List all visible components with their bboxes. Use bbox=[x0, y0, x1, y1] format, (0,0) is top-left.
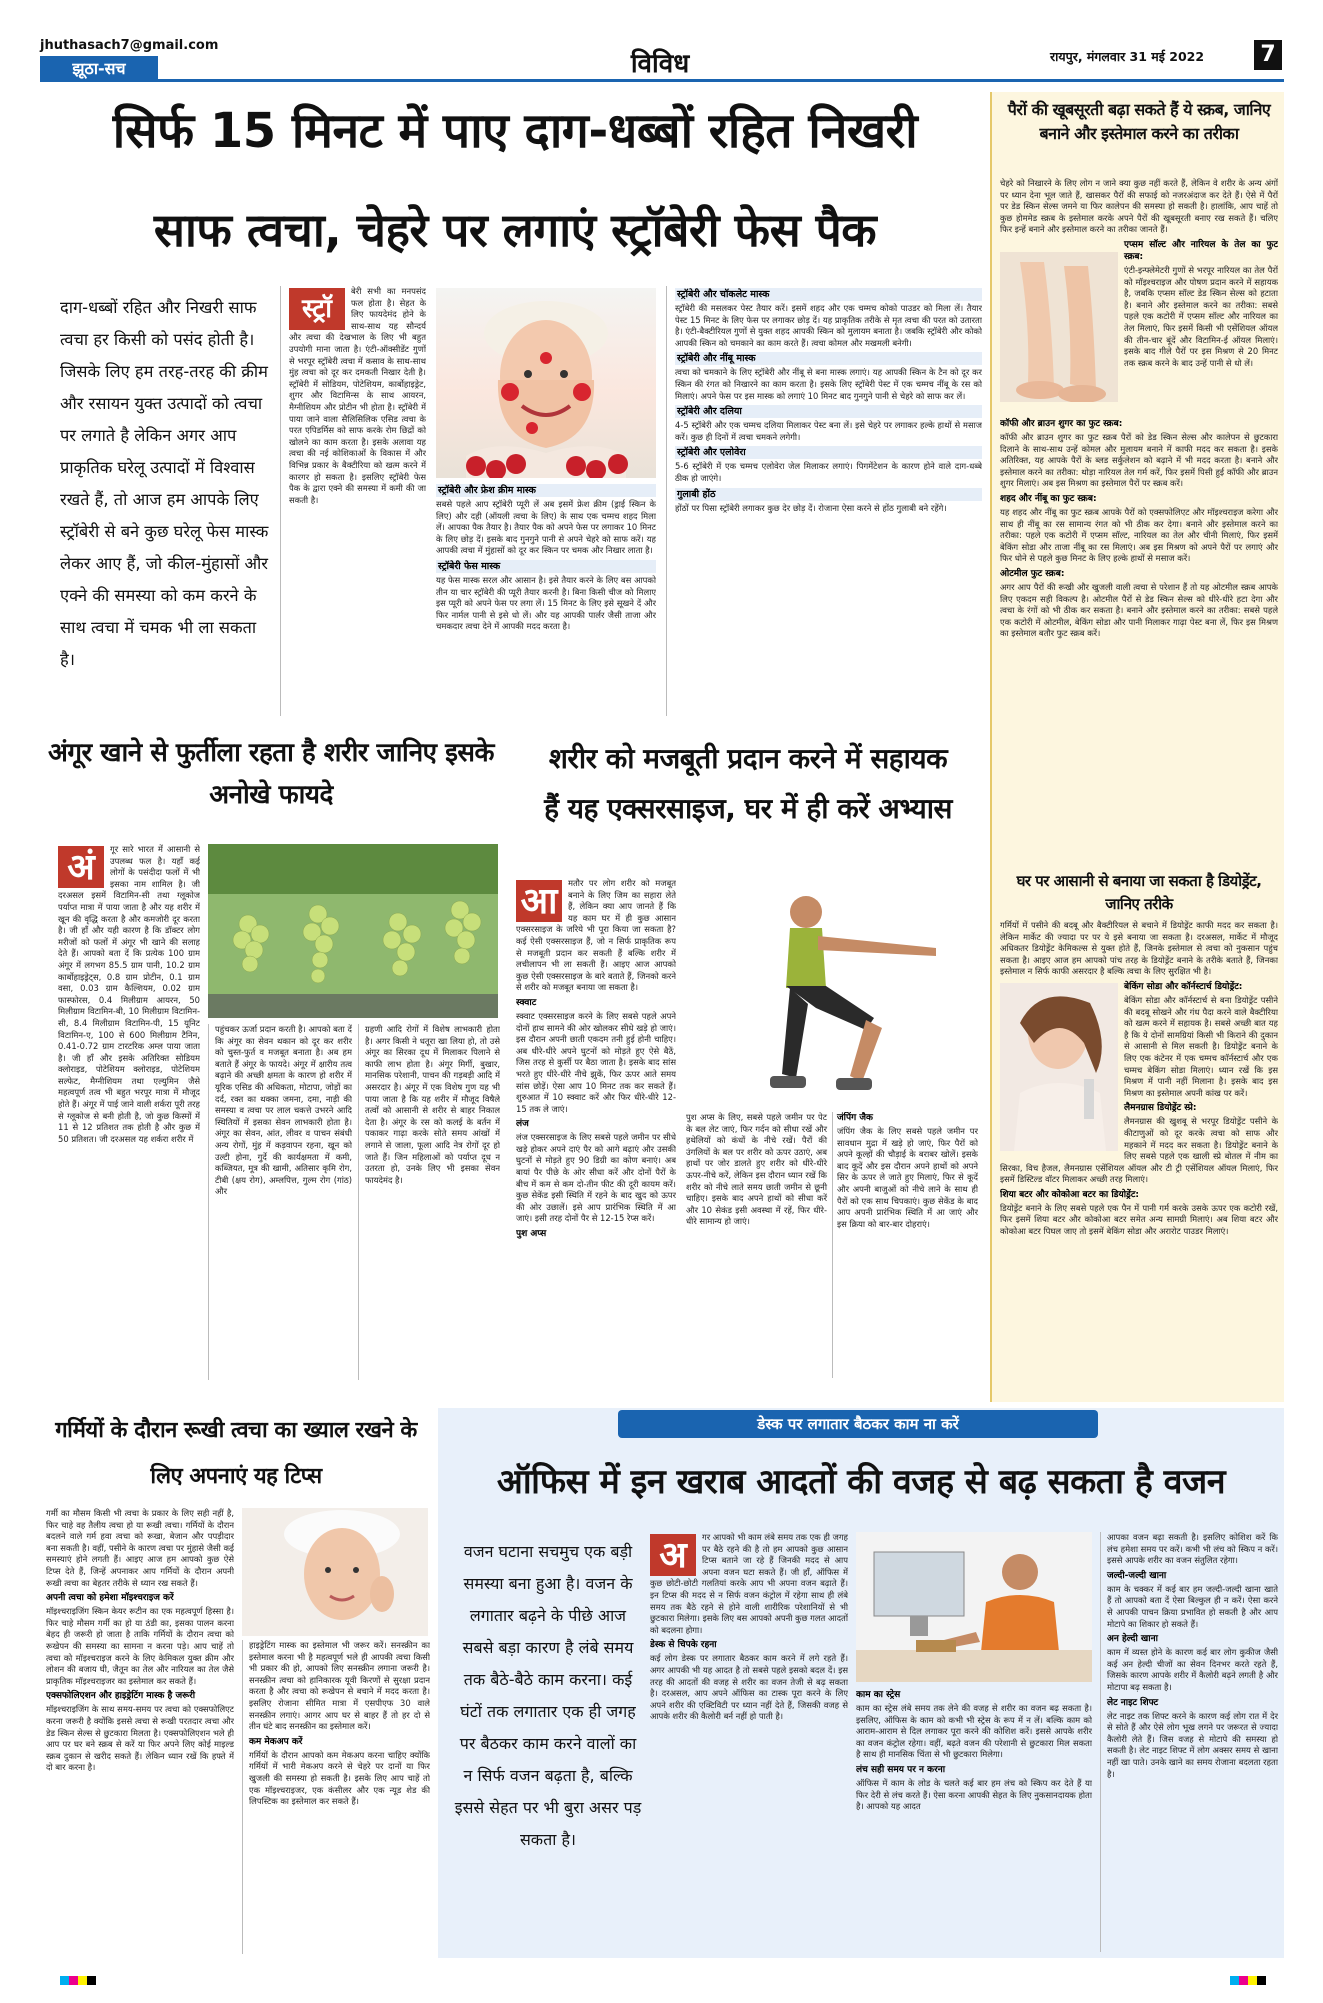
grapes-col-2 bbox=[208, 1024, 352, 1380]
exercise-txt-1: स्क्वाट एक्सरसाइज करने के लिए सबसे पहले अपने दोनों हाथ सामने की ओर खोलकर सीधे खड़े हो जाएं। इस दौरान अपनी छाती एकदम तनी हुई होनी चाहिए। अब धीरे-धीरे अपने घुटनों को मोड़ते हुए ऐसे बैठें, जिस तरह से कुर्सी पर बैठा जाता है। इसके बाद सांस भरते हुए धीरे-धीरे नीचे झुकें, फिर ऊपर आते समय सांस छोड़ें। ऐसा आप 10 मिनट तक कर सकते हैं। शुरुआत में 10 स्क्वाट करें और फिर धीरे-धीरे 12-15 तक ले जाएं। bbox=[516, 1010, 676, 1114]
dryskin-sub-1: अपनी त्वचा को हमेशा मॉइश्चराइज करें bbox=[46, 1593, 174, 1604]
dryskin-colB-text: हाइड्रेटिंग मास्क का इस्तेमाल भी जरूर करें। सनस्क्रीन का इस्तेमाल करना भी है महत्वपूर्ण भले ही आपकी त्वचा किसी भी प्रकार की हो, आपको लिए सनस्क्रीन लगाना जरूरी है। सनस्क्रीन त्वचा को हानिकारक यूवी किरणों से सुरक्षा प्रदान करता है और त्वचा को रूखेपन से बचाने में मदद करता है। इसलिए रोजाना सीमित मात्रा में एसपीएफ 30 वाले सनस्क्रीन लगाएं। आगर आप घर से बाहर हैं तो हर दो से तीन घंटे बाद सनस्क्रीन का इस्तेमाल करें। bbox=[249, 1640, 430, 1732]
dryskin-col-a bbox=[46, 1508, 234, 1954]
office-banner bbox=[618, 1410, 1098, 1438]
office-lead: वजन घटाना सचमुच एक बड़ी समस्या बना हुआ है। वजन के लगातार बढ़ने के पीछे आज सबसे बड़ा कारण है लंबे समय तक बैठे-बैठे काम करना। कई घंटों तक लगातार एक ही जगह पर बैठकर काम करने वालों का न सिर्फ वजन बढ़ता है, बल्कि इससे सेहत पर भी बुरा असर पड़ सकता है। bbox=[454, 1542, 642, 1849]
strawberry-txt-6: 5-6 स्ट्रॉबेरी में एक चम्मच एलोवेरा जेल मिलाकर लगाएं। पिगमेंटेशन के कारण होने वाले दाग-धब्बे ठीक हो जाएंगे। bbox=[675, 461, 982, 483]
masthead-rule bbox=[158, 79, 1284, 82]
exercise-sub-4: जंपिंग जैक bbox=[837, 1113, 873, 1123]
office-banner-text: डेस्क पर लगातार बैठकर काम ना करें bbox=[757, 1415, 959, 1433]
paper-name-tab bbox=[40, 56, 158, 82]
paper-name: झूठा-सच bbox=[72, 59, 126, 78]
strawberry-txt-2: यह फेस मास्क सरल और आसान है। इसे तैयार करने के लिए बस आपको तीन या चार स्ट्रॉबेरी की प्यूरी तैयार करनी है। बिना किसी चीज को मिलाए इस प्यूरी को अपने फेस पर लगा लें। 15 मिनट के लिए इसे सूखने दें और फिर नार्मल पानी से इसे धो लें। और यह आपकी पार्लर जैसी ताजा और चमकदार त्वचा देने में आपकी मदद करता है। bbox=[436, 574, 656, 632]
grapes-col-3 bbox=[358, 1024, 500, 1380]
strawberry-sub-3: स्ट्रॉबेरी और चॉकलेट मास्क bbox=[675, 288, 982, 301]
masthead bbox=[0, 0, 1323, 84]
grapes-col2-text: पहुंचकर ऊर्जा प्रदान करती है। आपको बता दें कि अंगूर का सेवन थकान को दूर कर शरीर को चुस्त-फुर्त व मजबूत बनाता है। अब हम बताते हैं अंगूर के फायदे। अंगूर में क्षारीय तत्व बढ़ाने की अच्छी क्षमता के कारण हो शरीर में यूरिक एसिड की अधिकता, मोटापा, जोड़ों का दर्द, रक्त का थक्का जमना, दमा, नाड़ी की समस्या व त्वचा पर लाल चकत्ते उभरने आदि स्थितियों में इसका सेवन लाभकारी होता है। अंगूर का सेवन, आंत, लीवर व पाचन संबंधी अन्य रोगों, मुंह में कड़वापन रहना, खून को उल्टी होना, गुर्दे की कार्यक्षमता में कमी, कब्जियत, मूत्र की खामी, अतिसार कृमि रोग, टीबी (क्षय रोग), अम्लपित्त, गुल्म रोग (गांठ) और bbox=[215, 1024, 352, 1197]
strawberry-lead: दाग-धब्बों रहित और निखरी साफ त्वचा हर किसी को पसंद होती है। जिसके लिए हम तरह-तरह की क्रीम और रसायन युक्त उत्पादों को त्वचा पर लगाते है लेकिन अगर आप प्राकृतिक घरेलू उत्पादों में विश्वास रखते हैं, तो आज हम आपके लिए स्ट्रॉबेरी से बने कुछ घरेलू फेस मास्क लेकर आए हैं, जो कील-मुंहासों और एक्ने की समस्या को कम करने के साथ त्वचा में चमक भी ला सकता है। bbox=[60, 298, 269, 669]
feet-sub-4: ओटमील फुट स्क्रब: bbox=[1000, 568, 1065, 579]
grapes-article bbox=[40, 732, 502, 1392]
deodorant-sub-2: लैमनग्रास डियोड्रेंट स्प्रे: bbox=[1124, 1103, 1197, 1114]
office-photo bbox=[856, 1532, 1092, 1682]
deodorant-txt-2: लैमनग्रास की खुशबू से भरपूर डियोड्रेंट पसीने के कीटाणुओं को दूर करके त्वचा को साफ और महकाने में मदद कर सकता है। डियोड्रेंट बनाने के लिए सबसे पहले एक खाली स्प्रे बोतल में नीम का सिरका, विच हैजल, लैमनग्रास एसेंशियल ऑयल और टी ट्री एसेंशियल ऑयल मिलाएं, फिर इसमें डिस्टिल्ड वॉटर मिलाकर अच्छी तरह मिलाएं। bbox=[1000, 1116, 1278, 1185]
exercise-headline-2: हैं यह एक्सरसाइज, घर में ही करें अभ्यास bbox=[544, 792, 952, 825]
office-txt-2: काम का स्ट्रेस लंबे समय तक लेने की वजह से शरीर का वजन बढ़ सकता है। इसलिए, ऑफिस के काम को कभी भी स्ट्रेस के रूप में न लें। बल्कि काम को आराम-आराम से दिल लगाकर पूरा करने की कोशिश करें। इससे आपके शरीर का वजन कंट्रोल रहेगा। वहीं, बढ़ते वजन की परेशानी से छुटकारा मिल सकता है साथ ही मानसिक चिंता से भी छुटकारा मिलेगा। bbox=[856, 1703, 1092, 1760]
strawberry-col-2 bbox=[436, 482, 656, 718]
office-sub-2: काम का स्ट्रेस bbox=[856, 1690, 901, 1700]
office-sub-4: जल्दी-जल्दी खाना bbox=[1107, 1570, 1167, 1581]
deodorant-intro: गर्मियों में पसीने की बदबू और बैक्टीरियल से बचाने में डियोड्रेंट काफी मदद कर सकता है। लेकिन मार्केट की ज्यादा पर पर ये इसे बनाया जा सकता है। दरअसल, मार्केट में मौजूद अधिकतर डियोड्रेंट केमिकल्स से युक्त होते हैं, जिनके इस्तेमाल से त्वचा को नुकसान पहुंच सकता है। आइए आज हम आपको पांच तरह के डियोड्रेंट बनाने के तरीके बताते हैं, जिनका इस्तेमाल न सिर्फ काफी असरदार है बल्कि त्वचा के लिए सुरक्षित भी है। bbox=[1000, 920, 1278, 977]
dryskin-intro: गर्मी का मौसम किसी भी त्वचा के प्रकार के लिए सही नहीं है, फिर चाहे वह तैलीय त्वचा हो या रूखी त्वचा। गर्मियों के दौरान बदलने वाले गर्म हवा त्वचा को रूखा, बेजान और पपड़ीदार बना सकती है। वहीं, पसीने के कारण त्वचा पर मुंहासे जैसी कई समस्याएं होने लगती हैं। आइए आज हम आपको कुछ ऐसे टिप्स देते हैं, जिन्हें अपनाकर आप गर्मियों के दौरान अपनी रूखी त्वचा का बेहतर तरीके से ध्यान रख सकते हैं। bbox=[46, 1508, 234, 1588]
strawberry-sub-4: स्ट्रॉबेरी और नींबू मास्क bbox=[675, 352, 982, 365]
dryskin-headline: गर्मियों के दौरान रूखी त्वचा का ख्याल रखने के लिए अपनाएं यह टिप्स bbox=[55, 1418, 417, 1489]
feet-txt-2: कॉफी और ब्राउन शुगर का फुट स्क्रब पैरों को डेड स्किन सेल्स और कालेपन से छुटकारा दिलाने के साथ-साथ उन्हें कोमल और मुलायम बनाने में काफी मदद कर सकता है। इसके अतिरिक्त, यह आपके पैरों के ब्लड सर्कुलेशन को बढ़ाने में भी मदद करता है। बनाने और इस्तेमाल करने का तरीका: थोड़ा नारियल तेल गर्म करें, फिर इसमें पिसी हुई कॉफी और ब्राउन शुगर मिलाएं। अब इस मिश्रण का इस्तेमाल पैरों पर स्क्रब करें। bbox=[1000, 431, 1278, 489]
exercise-col-b2 bbox=[686, 1112, 978, 1378]
strawberry-sub-6: स्ट्रॉबेरी और एलोवेरा bbox=[675, 446, 982, 459]
office-txt-3: ऑफिस में काम के लोड के चलते कई बार हम लंच को स्किप कर देते हैं या फिर देरी से लंच करते हैं। ऐसा करना आपकी सेहत के लिए नुकसानदायक होता है। आपको यह आदत bbox=[856, 1777, 1092, 1812]
dryskin-txt-1: मॉइश्चराइजिंग स्किन केयर रूटीन का एक महत्वपूर्ण हिस्सा है। फिर चाहे मौसम गर्मी का हो या ठंडी का, इसका पालन करना बेहद ही जरूरी हो जाता है ताकि गर्मियों के दौरान त्वचा को रूखेपन की समस्या का सामना न करना पड़े। आप चाहें तो त्वचा को मॉइश्चराइज करने के लिए केमिकल युक्त क्रीम और लोशन की बजाय घी, जैतून का तेल और नारियल का तेल जैसे प्राकृतिक मॉइश्चराइजर का इस्तेमाल कर सकते हैं। bbox=[46, 1606, 234, 1686]
grapes-col1-text: गूर सारे भारत में आसानी से उपलब्ध फल है। यहाँ कई लोगों के पसंदीदा फलों में भी इसका नाम शामिल है। जी दरअसल इसमें विटामिन-सी तथा ग्लूकोज पर्याप्त मात्रा में पाया जाता है और यह शरीर में खून की वृद्धि करता है और कमजोरी दूर करता है। जी हाँ और यही कारण है कि डॉक्टर लोग मरीजों को फलों में अंगूर भी खाने की सलाह देते हैं। आपको बता दें कि प्रत्येक 100 ग्राम अंगूर में लगभग 85.5 ग्राम पानी, 10.2 ग्राम कार्बोहाइड्रेट्स, 0.8 ग्राम प्रोटीन, 0.1 ग्राम वसा, 0.03 ग्राम कैल्शियम, 0.02 ग्राम फास्फोरस, 0.4 मिलीग्राम आयरन, 50 मिलीग्राम विटामिन-बी, 10 मिलीग्राम विटामिन-सी, 8.4 मिलीग्राम विटामिन-पी, 15 यूनिट विटामिन-ए, 100 से 600 मिलीग्राम टैनिन, 0.41-0.72 ग्राम टारटरिक अम्ल पाया जाता है। जी हाँ और इसके अतिरिक्त सोडियम क्लोराइड, पोटेशियम क्लोराइड, पोटेशियम सल्फेट, मैग्नीशियम तथा एल्युमिन जैसे महत्वपूर्ण तत्व भी बहुत भरपूर मात्रा में मौजूद होते हैं। अंगूर में पाई जाने वाली शर्करा पूरी तरह से ग्लूकोज से बनी होती है, जो कुछ किस्मों में 11 से 12 प्रतिशत तक होती है और कुछ में 50 प्रतिशत। जी दरअसल यह शर्करा शरीर में bbox=[58, 844, 200, 1144]
strawberry-article bbox=[40, 92, 990, 720]
strawberry-headline-1: सिर्फ 15 मिनट में पाए दाग-धब्बों रहित निखरी bbox=[112, 103, 918, 159]
office-col-1 bbox=[650, 1532, 848, 1952]
strawberry-sub-5: स्ट्रॉबेरी और दलिया bbox=[675, 405, 982, 418]
deodorant-sub-1: बेकिंग सोडा और कॉर्नस्टार्च डियोड्रेंट: bbox=[1124, 981, 1243, 992]
registration-marks-right bbox=[1230, 1976, 1266, 1985]
feet-sub-2: कॉफी और ब्राउन शुगर का फुट स्क्रब: bbox=[1000, 418, 1123, 429]
office-sub-3: लंच सही समय पर न करना bbox=[856, 1764, 946, 1775]
exercise-colB-text: पुश अप्स के लिए, सबसे पहले जमीन पर पेट के बल लेट जाएं, फिर गर्दन को सीधा रखें और हथेलियों को कंधों के नीचे रखें। पैरों की उंगलियों के बल पर शरीर को ऊपर उठाएं, अब हाथों पर जोर डालते हुए शरीर को धीरे-धीरे ऊपर-नीचे करें, लेकिन इस दौरान ध्यान रखें कि शरीर को नीचे लाते समय छाती जमीन से छूनी चाहिए। इसके बाद अपने हाथों को सीधा करें और 10 सेकंड इसी अवस्था में रहें, फिर धीरे-धीरे सामान्य हो जाएं। bbox=[686, 1112, 827, 1227]
feet-txt-4: अगर आप पैरों की रूखी और खुजली वाली त्वचा से परेशान हैं तो यह ओटमील स्क्रब आपके लिए एकदम सही विकल्प है। ओटमील पैरों से डेड स्किन सेल्स को धीरे-धीरे हटा देगा और त्वचा के रंगों को भी ठीक कर सकता है। बनाने और इस्तेमाल करने का तरीका: सबसे पहले एक कटोरी में ओटमील, बेकिंग सोडा और पानी मिलाकर गाढ़ा पेस्ट बना लें, फिर इस मिश्रण का इस्तेमाल बतौर फुट स्क्रब करें। bbox=[1000, 581, 1278, 639]
grapes-col3-text: ग्रहणी आदि रोगों में विशेष लाभकारी होता है। अगर किसी ने धतूरा खा लिया हो, तो उसे अंगूर का सिरका दूध में मिलाकर पिलाने से काफी लाभ होता है। अंगूर मिर्गी, बुखार, मानसिक परेशानी, पाचन की गड़बड़ी आदि में असरदार है। अंगूर में एक विशेष गुण यह भी पाया जाता है कि यह शरीर में मौजूद विषैले तत्वों को आसानी से शरीर से बाहर निकाल देता है। अंगूर के रस को कलई के बर्तन में पकाकर गाढ़ा करके सोते समय आंखों में लगाने से जाला, फूला आदि नेत्र रोगों दूर हो जाते हैं। जिन महिलाओं को पर्याप्त दूध न उतरता हो, उनके लिए भी इसका सेवन फायदेमंद है। bbox=[365, 1024, 500, 1185]
feet-body bbox=[1000, 178, 1278, 868]
office-article bbox=[438, 1408, 1284, 1958]
grapes-photo bbox=[208, 844, 498, 1018]
feet-txt-3: यह शहद और नींबू का फुट स्क्रब आपके पैरों को एक्सफोलिएट और मॉइश्चराइज करेगा और साथ ही नींबू का रस सामान्य रंगत को भी ठीक कर देगा। बनाने और इस्तेमाल करने का तरीका: पहले एक कटोरी में एप्सम सॉल्ट, नारियल का तेल और चीनी मिलाएं, फिर इसमें बेकिंग सोडा और ताजा नींबू का रस मिलाएं। अब इस मिश्रण को अपने पैरों पर लगाएं और फिर धोने से पहले कुछ मिनट के लिए हल्के हाथों से मसाज करें। bbox=[1000, 506, 1278, 564]
dryskin-txt-2: मॉइश्चराइजिंग के साथ समय-समय पर त्वचा को एक्सफोलिएट करना जरूरी है क्योंकि इससे त्वचा से रूखी परतदार त्वचा और डेड स्किन सेल्स से छुटकारा मिलता है। एक्सफोलिएशन भले ही आप पर घर बने स्क्रब से करें या फिर अपने लिए कोई माइल्ड स्क्रब दुकान से खरीद सकते हैं। लेकिन ध्यान रखें कि हफ्ते में दो बार करना है। bbox=[46, 1704, 234, 1773]
strawberry-txt-7: होंठों पर पिसा स्ट्रॉबेरी लगाकर कुछ देर छोड़ दें। रोजाना ऐसा करने से होंठ गुलाबी बने रहेंगे। bbox=[675, 502, 947, 513]
strawberry-txt-3: स्ट्रॉबेरी की मसलकर पेस्ट तैयार करें। इसमें शहद और एक चम्मच कोको पाउडर को मिला लें। तैयार पेस्ट 15 मिनट के लिए फेस पर लगाकर छोड़ दें। यह प्राकृतिक तरीके से मृत त्वचा की परत को उतारता है। एंटी-बैक्टीरियल गुणों से युक्त शहद आपकी स्किन को मुलायम बनाता है। जबकि स्ट्रॉबेरी और कोको आपकी स्किन को चमकाने का काम करते हैं। त्वचा कोमल और मखमली बनेगी। bbox=[675, 303, 982, 348]
right-sidebar bbox=[990, 92, 1284, 1402]
dryskin-photo bbox=[242, 1508, 428, 1636]
dryskin-sub-3: कम मेकअप करें bbox=[249, 1736, 303, 1747]
registration-marks-left bbox=[60, 1976, 96, 1985]
office-headline: ऑफिस में इन खराब आदतों की वजह से बढ़ सकता है वजन bbox=[496, 1462, 1226, 1502]
exercise-dropcap: आ bbox=[516, 880, 562, 922]
grapes-headline: अंगूर खाने से फुर्तीला रहता है शरीर जानिए इसके अनोखे फायदे bbox=[48, 738, 494, 810]
exercise-sub-1: स्क्वाट bbox=[516, 997, 537, 1008]
dryskin-txt-3: गर्मियों के दौरान आपको कम मेकअप करना चाहिए क्योंकि गर्मियों में भारी मेकअप करने से चेहरे पर दानों या फिर खुजली की समस्या हो सकती है। इसके लिए आप चाहें तो एक मॉइश्चराइजर, एक कंसीलर और एक न्यूड शेड की लिपस्टिक का इस्तेमाल कर सकते हैं। bbox=[249, 1749, 430, 1807]
office-txt-6: लेट नाइट तक शिफ्ट करने के कारण कई लोग रात में देर से सोते हैं और ऐसे लोग भूख लगने पर जरूरत से ज्यादा कैलोरी लेते हैं। जिस वजह से मोटापे की समस्या हो सकती है। लेट नाइट शिफ्ट में लोग अक्सर समय से खाना नहीं खा पाते। उनके खाने का समय रोजाना बदलता रहता है। bbox=[1107, 1710, 1278, 1779]
office-txt-5: काम में व्यस्त होने के कारण कई बार लोग कुकीज जैसी कई अन हेल्दी चीजों का सेवन दिनभर करते रहते हैं, जिसके कारण आपके शरीर में कैलोरी बढ़ने लगती है और मोटापा बढ़ सकता है। bbox=[1107, 1647, 1278, 1692]
dryskin-sub-2: एक्सफोलिएशन और हाइड्रेटिंग मास्क है जरूरी bbox=[46, 1691, 196, 1702]
strawberry-txt-1: सबसे पहले आप स्ट्रॉबेरी प्यूरी लें अब इसमें फ्रेश क्रीम (ड्राई स्किन के लिए) और दही (ऑयली त्वचा के लिए) के साथ एक चम्मच शहद मिला लें। आपका पैक तैयार है। तैयार पैक को अपने फेस पर लगाकर 10 मिनट के लिए छोड़ दें। इसके बाद गुनगुने पानी से अपने चेहरे को साफ करें। यह आपकी त्वचा में मुंहासों को दूर कर स्किन पर चमक और निखार लाता है। bbox=[436, 499, 656, 556]
deodorant-txt-3: डियोड्रेंट बनाने के लिए सबसे पहले एक पैन में पानी गर्म करके उसके ऊपर एक कटोरी रखें, फिर इसमें शिया बटर और कोकोआ बटर समेत अन्य सामग्री मिलाएं। अब शिया बटर और कोकोआ बटर पिघल जाए तो इसमें बेकिंग सोडा और अरारोट पाउडर मिलाएं। bbox=[1000, 1202, 1278, 1237]
strawberry-sub-7: गुलाबी होंठ bbox=[675, 488, 982, 501]
exercise-txt-2: लंज एक्सरसाइज के लिए सबसे पहले जमीन पर सीधे खड़े होकर अपने दाएं पैर को आगे बढ़ाएं और उसकी घुटनों से मोड़ते हुए 90 डिग्री का कोण बनाएं। अब बायां पैर पीछे के ओर सीधा करें और दोनों पैरों के बीच में कम से कम दो-तीन फीट की दूरी कायम करें। कुछ सेकेंड इसी स्थिति में रहने के बाद खुद को ऊपर की ओर उछालें। इसे आप प्रारंभिक स्थिति में आ जाएं। इसी तरह दोनों पैर से 12-15 रेप्स करें। bbox=[516, 1132, 676, 1224]
email[interactable]: jhuthasach7@gmail.com bbox=[40, 38, 219, 53]
strawberry-col-3 bbox=[666, 286, 982, 716]
office-col-2 bbox=[856, 1686, 1092, 1952]
office-txt-1: कई लोग डेस्क पर लगातार बैठकर काम करने में लगे रहते हैं। अगर आपकी भी यह आदत है तो सबसे पहले इसको बदल दें। इस तरह की आदतों की वजह से शरीर का वजन तेजी से बढ़ सकता है। दरअसल, आप अपने ऑफिस का टास्क पूरा करने के लिए अपने शरीर की एक्टिविटी पर ध्यान नहीं देते हैं, जिसकी वजह से आपके शरीर की कैलोरी बर्न नहीं हो पाती है। bbox=[650, 1653, 848, 1722]
exercise-article bbox=[510, 732, 986, 1392]
exercise-col-a bbox=[516, 878, 676, 1378]
feet-sub-3: शहद और नींबू का फुट स्क्रब: bbox=[1000, 493, 1097, 504]
dryskin-col-b bbox=[242, 1640, 430, 1954]
strawberry-col-1 bbox=[280, 286, 426, 716]
strawberry-dropcap: स्ट्रॉ bbox=[289, 288, 345, 330]
strawberry-txt-5: 4-5 स्ट्रॉबेरी और एक चम्मच दलिया मिलाकर पेस्ट बना लें। इसे चेहरे पर लगाकर हल्के हाथों से मसाज करें। कुछ ही दिनों में त्वचा चमकने लगेगी। bbox=[675, 420, 982, 442]
exercise-sub-2: लंज bbox=[516, 1119, 529, 1130]
dateline: रायपुर, मंगलवार 31 मई 2022 bbox=[1050, 49, 1205, 64]
deodorant-headline: घर पर आसानी से बनाया जा सकता है डियोड्रेंट, जानिए तरीके bbox=[1016, 872, 1262, 913]
deodorant-photo bbox=[1000, 983, 1118, 1151]
office-col-3 bbox=[1100, 1532, 1278, 1952]
feet-sub-1: एप्सम सॉल्ट और नारियल के तेल का फुट स्क्रब: bbox=[1124, 239, 1278, 262]
strawberry-sub-2: स्ट्रॉबेरी फेस मास्क bbox=[436, 560, 656, 573]
exercise-txt-4: जंपिंग जैक के लिए सबसे पहले जमीन पर सावधान मुद्रा में खड़े हो जाएं, फिर पैरों को अपने कूल्हों की चौड़ाई के बराबर खोलें। इसके बाद कूदें और इस दौरान अपने हाथों को अपने सिर के ऊपर ले जाते हुए मिलाएं, फिर से कूदें और अपनी बाजुओं को नीचे लाने के साथ ही पैरों को एक साथ चिपकाएं। कुछ सेकेंड के बाद आप अपनी प्रारंभिक स्थिति में आ जाएं और इस क्रिया को बार-बार दोहराएं। bbox=[837, 1126, 978, 1229]
office-sub-6: लेट नाइट शिफ्ट bbox=[1107, 1697, 1159, 1708]
exercise-colA-text: मतौर पर लोग शरीर को मजबूत बनाने के लिए जिम का सहारा लेते हैं, लेकिन क्या आप जानते हैं कि यह काम घर में ही कुछ आसान एक्सरसाइज के जरिये भी पूरा किया जा सकता है? कई ऐसी एक्सरसाइज हैं, जो न सिर्फ प्राकृतिक रूप से मजबूती प्रदान कर सकती हैं बल्कि शरीर में लचीलापन भी ला सकती हैं। आइए आज आपको कुछ ऐसी एक्सरसाइज के बारे बताते हैं, जिनको करने से शरीर को मजबूत बनाया जा सकता है। bbox=[516, 878, 676, 993]
deodorant-sub-3: शिया बटर और कोकोआ बटर का डियोड्रेंट: bbox=[1000, 1189, 1139, 1200]
office-col3-text: आपका वजन बढ़ा सकती है। इसलिए कोशिश करें कि लंच हमेशा समय पर करें। कभी भी लंच को स्किप न करें। इससे आपके शरीर का वजन संतुलित रहेगा। bbox=[1107, 1532, 1278, 1566]
section-name: विविध bbox=[630, 49, 690, 79]
feet-intro: चेहरे को निखारने के लिए लोग न जाने क्या कुछ नहीं करते हैं, लेकिन वे शरीर के अन्य अंगों पर ध्यान देना भूल जाते हैं, खासकर पैरों की सफाई को नजरअंदाज कर देते हैं। ऐसे में पैरों पर डेड स्किन सेल्स जमने या फिर कालेपन की समस्या हो सकती है। हालांकि, आप चाहें तो कुछ होममेड स्क्रब के इस्तेमाल करके अपने पैरों की खूबसूरती बनाए रख सकते हैं। चलिए फिर इन्हें बनाने और इस्तेमाल करने का तरीका जानते हैं। bbox=[1000, 178, 1278, 235]
strawberry-sub-1: स्ट्रॉबेरी और फ्रेश क्रीम मास्क bbox=[436, 484, 656, 497]
strawberry-txt-4: त्वचा को चमकाने के लिए स्ट्रॉबेरी और नींबू से बना मास्क लगाएं। यह आपकी स्किन के टैन को दूर कर स्किन की रंगत को निखारने का काम करता है। इसके लिए स्ट्रॉबेरी पेस्ट में एक चम्मच नींबू के रस को मिलाएं। अपने फेस पर इस मास्क को लगाएं 10 मिनट बाद गुनगुने पानी से चेहरे को साफ कर लें। bbox=[675, 367, 982, 401]
strawberry-face-photo bbox=[436, 288, 656, 478]
office-col1-text: गर आपको भी काम लंबे समय तक एक ही जगह पर बैठे रहने की है तो हम आपको कुछ आसान टिप्स बताने जा रहे हैं जिनकी मदद से आप अपना वजन घटा सकते हैं। जी हाँ, ऑफिस में कुछ छोटी-छोटी गलतियां करके आप भी अपना वजन बढ़ाते हैं। इन टिप्स की मदद से न सिर्फ वजन कंट्रोल में रहेगा साथ ही लंबे समय तक बैठे रहने से होने वाली शारीरिक परेशानियों से भी छुटकारा मिलेगा। इसके लिए बस आपको अपनी कुछ गलत आदतों को बदलना होगा। bbox=[650, 1532, 848, 1635]
exercise-headline-1: शरीर को मजबूती प्रदान करने में सहायक bbox=[548, 742, 948, 775]
office-dropcap: अ bbox=[650, 1534, 696, 1576]
grapes-col-1 bbox=[58, 844, 200, 1380]
strawberry-headline-2: साफ त्वचा, चेहरे पर लगाएं स्ट्रॉबेरी फेस पैक bbox=[153, 203, 877, 257]
exercise-photo bbox=[686, 878, 982, 1108]
dryskin-article bbox=[40, 1408, 432, 1958]
feet-headline: पैरों की खूबसूरती बढ़ा सकते हैं ये स्क्रब, जानिए बनाने और इस्तेमाल करने का तरीका bbox=[1007, 100, 1271, 143]
office-sub-1: डेस्क से चिपके रहना bbox=[650, 1640, 717, 1651]
exercise-sub-3: पुश अप्स bbox=[516, 1229, 547, 1240]
page-number: 7 bbox=[1254, 40, 1282, 70]
office-txt-4: काम के चक्कर में कई बार हम जल्दी-जल्दी खाना खाते हैं तो आपको बता दें ऐसा बिल्कुल ही न करें। ऐसा करने से आपकी पाचन क्रिया प्रभावित हो सकती है और आप मोटापे का शिकार हो सकते हैं। bbox=[1107, 1583, 1278, 1629]
strawberry-col1-text: बेरी सभी का मनपसंद फल होता है। सेहत के लिए फायदेमंद होने के साथ-साथ यह सौन्दर्य और त्वचा की देखभाल के लिए भी बहुत उपयोगी माना जाता है। एंटी-ऑक्सीडेंट गुणों से भरपूर स्ट्रॉबेरी त्वचा में कसाव के साथ-साथ मुंह त्वचा को दूर कर दमकती निखार देती है। स्ट्रॉबेरी में सोडियम, पोटेशियम, कार्बोहाइड्रेट, शुगर और विटामिन्स के साथ आयरन, मैग्नीशियम और प्रोटीन भी होता है। स्ट्रॉबेरी में पाया जाने वाला सैलिसिलिक एसिड त्वचा के परत एपिडर्मिस को साफ करके रोम छिद्रों को खोलने का काम करता है। इसके अलावा यह त्वचा की नई कोशिकाओं के विकास में और विभिन्न प्रकार के बैक्टीरिया को खत्म करने में कारगर हो सकता है। इसलिए स्ट्रॉबेरी फेस पैक के द्वारा एक्ने की समस्या में कमी की जा सकती है। bbox=[289, 286, 426, 505]
deodorant-body bbox=[1000, 920, 1278, 1396]
feet-txt-1: एंटी-इन्फ्लेमेटरी गुणों से भरपूर नारियल का तेल पैरों को मॉइश्चराइज और पोषण प्रदान करने में सहायक है, जबकि एप्सम सॉल्ट डेड स्किन सेल्स को हटाता है। बनाने और इस्तेमाल करने का तरीका: सबसे पहले एक कटोरी में एप्सम सॉल्ट और नारियल का तेल मिलाएं, फिर इसमें किसी भी एसेंशियल ऑयल की तीन-चार बूंदें और विटामिन-ई ऑयल मिलाएं। इसके बाद गीले पैरों पर इस मिश्रण से 20 मिनट तक स्क्रब करने के बाद उन्हें पानी से धो लें। bbox=[1124, 264, 1278, 368]
office-sub-5: अन हेल्दी खाना bbox=[1107, 1634, 1158, 1645]
grapes-dropcap: अं bbox=[58, 846, 104, 888]
feet-photo bbox=[1000, 252, 1118, 402]
deodorant-txt-1: बेकिंग सोडा और कॉर्नस्टार्च से बना डियोड्रेंट पसीने की बदबू सोखने और गंध पैदा करने वाले बैक्टीरिया को खत्म करने में सहायक है। सबसे अच्छी बात यह है कि ये दोनों सामग्रियां किसी भी किराने की दुकान से आसानी से मिल सकती है। डियोड्रेंट बनाने के लिए एक कंटेनर में एक चम्मच कॉर्नस्टार्च और एक चम्मच बेकिंग सोडा मिलाएं। ध्यान रखें कि इस मिश्रण में पानी नहीं मिलाना है। इसके बाद इस मिश्रण का इस्तेमाल अपनी कांख पर करें। bbox=[1124, 994, 1278, 1098]
